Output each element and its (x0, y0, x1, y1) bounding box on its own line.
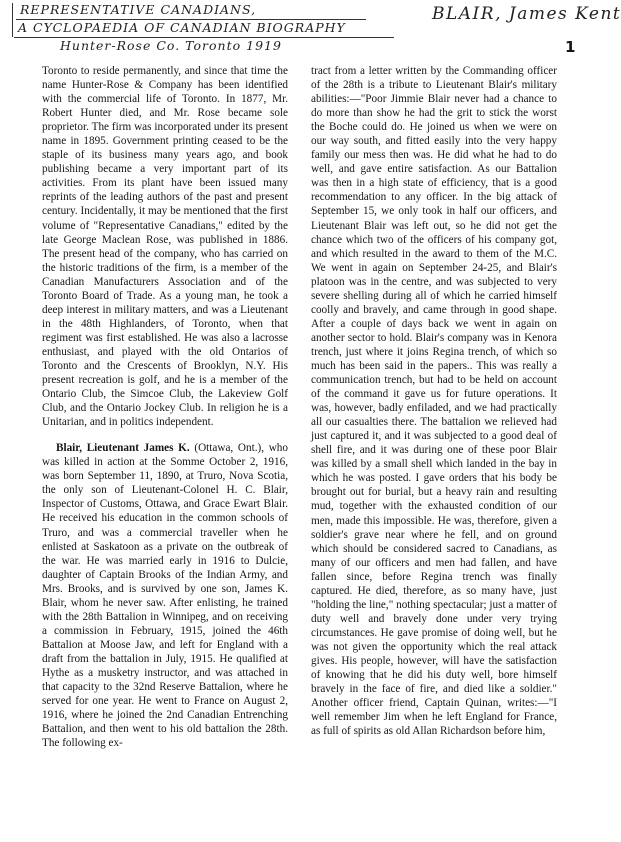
blair-entry-text: (Ottawa, Ont.), who was killed in action at the Somme October 2, 1916, was born September 11, 1890, at Truro, Nova Scotia, the only son of Lieutenant-Colonel H. C. Blair, Inspector of Customs, Ottawa, and Grace Ewart Blair. He received his education in the common schools of Truro, and was a commercial traveller when he enlisted at Saskatoon as a private on the outbreak of the war. He was married early in 1916 to Dulcie, daughter of Captain Brooks of the Indian Army, and Mrs. Brooks, and is survived by one son, James K. Blair, whom he never saw. After enlisting, he trained with the 28th Battalion in Winnipeg, and on receiving a commission in February, 1915, joined the 46th Battalion at Moose Jaw, and left for England with a draft from the battalion in July, 1915. He qualified at Hythe as a musketry instructor, and was attached in that capacity to the 32nd Reserve Battalion, where he served for one year. He went to France on August 2, 1916, where he joined the 2nd Canadian Entrenching Battalion, and then went to his old battalion the 28th. The following ex- (42, 442, 288, 750)
blair-entry-paragraph (42, 441, 288, 750)
letter-extract-paragraph: tract from a letter written by the Commanding officer of the 28th is a tribute to Lieutenant Blair's military abilities:—"Poor Jimmie Blair never had a chance to do more than show he had the grit to stick the worst the Boche could do. He joined us when we were on our way south, and fitted easily into the very happy family our mess then was. He did what he had to do well, and gave entire satisfaction. As our Battalion was then in a high state of efficiency, that is a good recommendation to any officer. In the big attack of September 15, we only took in half our officers, and Lieutenant Blair was left out, so he did not get the chance which two of the officers of his company got, and which resulted in the award to them of the M.C. We went in again on September 24-25, and Blair's platoon was in the centre, and was subjected to very severe shelling during all of which he carried himself coolly and bravely, and came through in good shape. After a couple of days back we went in again on another sector to hold. Blair's company was in Kenora trench, just where it joins Regina trench, of which so much has been said in the papers.. This was really a communication trench, but had to be held on account of the command it gave us for future operations. It was, however, badly enfiladed, and we had practically all our casualties there. The battalion we relieved had just captured it, and it was subjected to a good deal of shell fire, and it was during one of these poor Blair was killed by a small shell which landed in the bay in which he was posted. I gave orders that his body be brought out for burial, but a heavy rain and resulting mud, together with the exhausted condition of our men, made this impossible. He was, therefore, given a soldier's grave near where he fell, and on ground which should be considered sacred to Canadians, as many of our officers and men had fallen, and have fallen since, before Regina trench was finally captured. He died, therefore, as so many have, just "holding the line," nothing spectacular; just a matter of duty well and bravely done under very trying circumstances. He gave promise of doing well, but he was not given the opportunity which the real attack gives. His people, however, will have the satisfaction of knowing that he did his duty well, bore himself bravely in the face of fire, and died like a soldier." Another officer friend, Captain Quinan, writes:—"I well remember Jim when he left England for France, as full of spirits as old Allan Richardson before him, (311, 65, 557, 738)
left-column (42, 64, 288, 750)
right-column (311, 64, 557, 738)
entry-heading-name: Blair, Lieutenant James K. (56, 442, 190, 455)
handwritten-annotation-publisher: Hunter-Rose Co. Toronto 1919 (60, 38, 282, 53)
hunter-rose-paragraph: Toronto to reside permanently, and since that time the name Hunter-Rose & Company has been identified with the commercial life of Toronto. In 1877, Mr. Robert Hunter died, and Mr. Rose became sole proprietor. The firm was incorporated under its present name in 1895. Government printing ceased to be the staple of its business many years ago, and book publishing became a very important part of its activities. From its plant have been issued many reprints of the leading authors of the past and present century. Incidentally, it may be mentioned that the first volume of "Representative Canadians," edited by the late George Maclean Rose, was published in 1886. The present head of the company, who has carried on the historic traditions of the firm, is a member of the Canadian Manufacturers Association and of the Toronto Board of Trade. As a young man, he took a deep interest in military matters, and was a Lieutenant in the 48th Highlanders, of Toronto, when that regiment was first established. He was also a lacrosse enthusiast, and played with the old Ontarios of Toronto and the Crescents of Brooklyn, N.Y. His present recreation is golf, and he is a member of the Ontario Club, the Simcoe Club, the Lakeview Golf Club, and the Ontario Jockey Club. In religion he is a Unitarian, and in politics independent. (42, 65, 288, 429)
handwritten-annotation-name: BLAIR, James Kent (432, 4, 621, 24)
annotation-margin-line (12, 3, 13, 37)
page-number: 1 (565, 38, 576, 56)
handwritten-annotation-title: REPRESENTATIVE CANADIANS, (20, 2, 257, 17)
handwritten-annotation-subtitle: A CYCLOPAEDIA OF CANADIAN BIOGRAPHY (18, 20, 346, 35)
